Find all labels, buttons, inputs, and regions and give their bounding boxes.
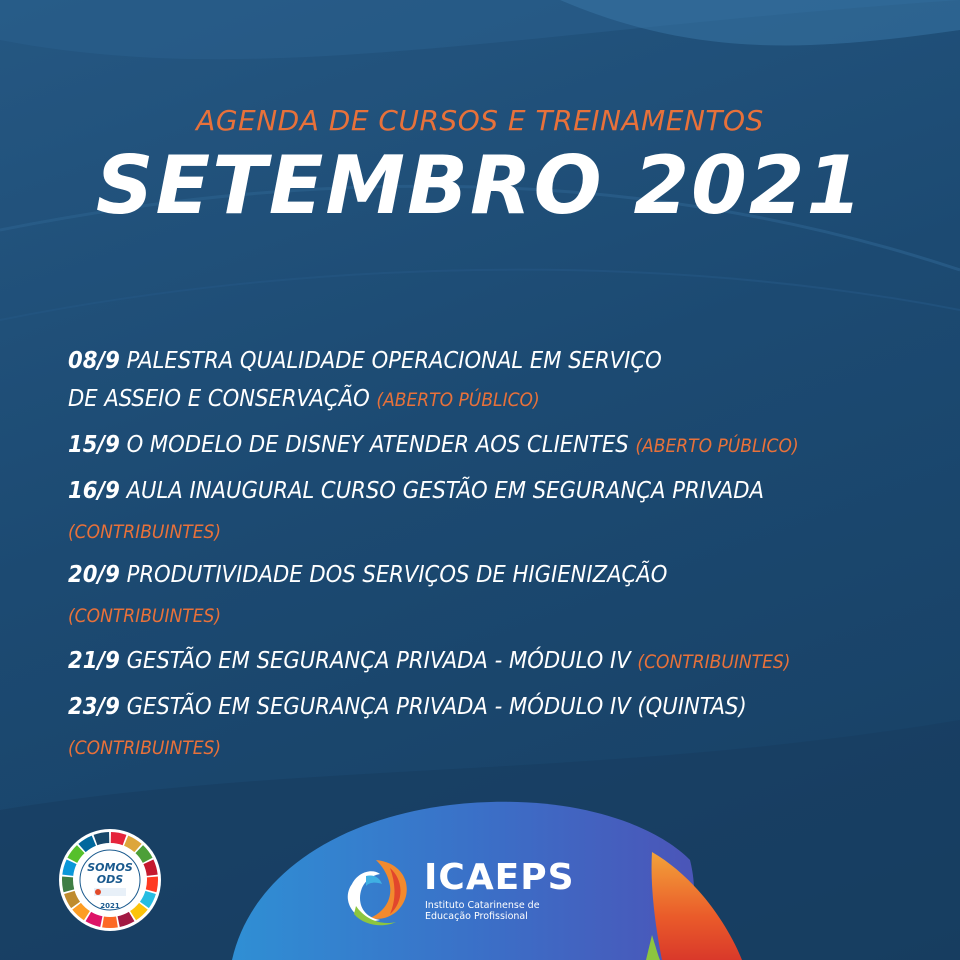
event-title: PRODUTIVIDADE DOS SERVIÇOS DE HIGIENIZAÇÃO [126,560,668,588]
event-audience-tag: (CONTRIBUINTES) [637,651,791,673]
event-title: O MODELO DE DISNEY ATENDER AOS CLIENTES [119,430,629,458]
ods-ring-segment [102,916,118,928]
event-date: 20/9 [68,560,120,588]
event-title: PALESTRA QUALIDADE OPERACIONAL EM SERVIÇO [119,346,662,374]
event-date: 08/9 [68,346,120,374]
event-date: 23/9 [68,692,120,720]
event-date: 15/9 [68,430,120,458]
event-item [68,554,948,636]
event-title: AULA INAUGURAL CURSO GESTÃO EM SEGURANÇA PRIVADA [126,476,764,504]
icaeps-logo-icon [346,856,414,928]
event-date: 21/9 [68,646,120,674]
seal-year: 2021 [100,902,120,910]
event-item [68,686,948,768]
brand-name: ICAEPS [424,857,575,898]
event-item [68,424,948,466]
event-audience-tag: (ABERTO PÚBLICO) [635,435,799,457]
ods-ring-segment [62,877,74,893]
seal-text-ods: ODS [96,873,124,886]
event-audience-tag: (CONTRIBUINTES) [68,521,222,543]
event-item [68,340,948,420]
somos-ods-seal [58,828,162,932]
brand-tagline-line2: Educação Profissional [425,911,528,922]
event-audience-tag: (CONTRIBUINTES) [68,737,222,759]
page-title: SETEMBRO 2021 [95,139,865,232]
brand-tagline-line1: Instituto Catarinense de [425,900,540,911]
event-title: GESTÃO EM SEGURANÇA PRIVADA - MÓDULO IV [126,646,631,674]
agenda-subtitle: AGENDA DE CURSOS E TREINAMENTOS [196,104,764,137]
event-audience-tag: (ABERTO PÚBLICO) [376,389,540,411]
event-title: GESTÃO EM SEGURANÇA PRIVADA - MÓDULO IV (QUINTAS) [126,692,747,720]
ods-ring-segment [146,877,158,893]
seal-text-somos: SOMOS [87,861,133,874]
event-item [68,640,948,682]
event-item [68,470,948,552]
brand-tagline [425,900,540,922]
event-title-continued: DE ASSEIO E CONSERVAÇÃO [68,384,370,412]
event-audience-tag: (CONTRIBUINTES) [68,605,222,627]
event-date: 16/9 [68,476,120,504]
